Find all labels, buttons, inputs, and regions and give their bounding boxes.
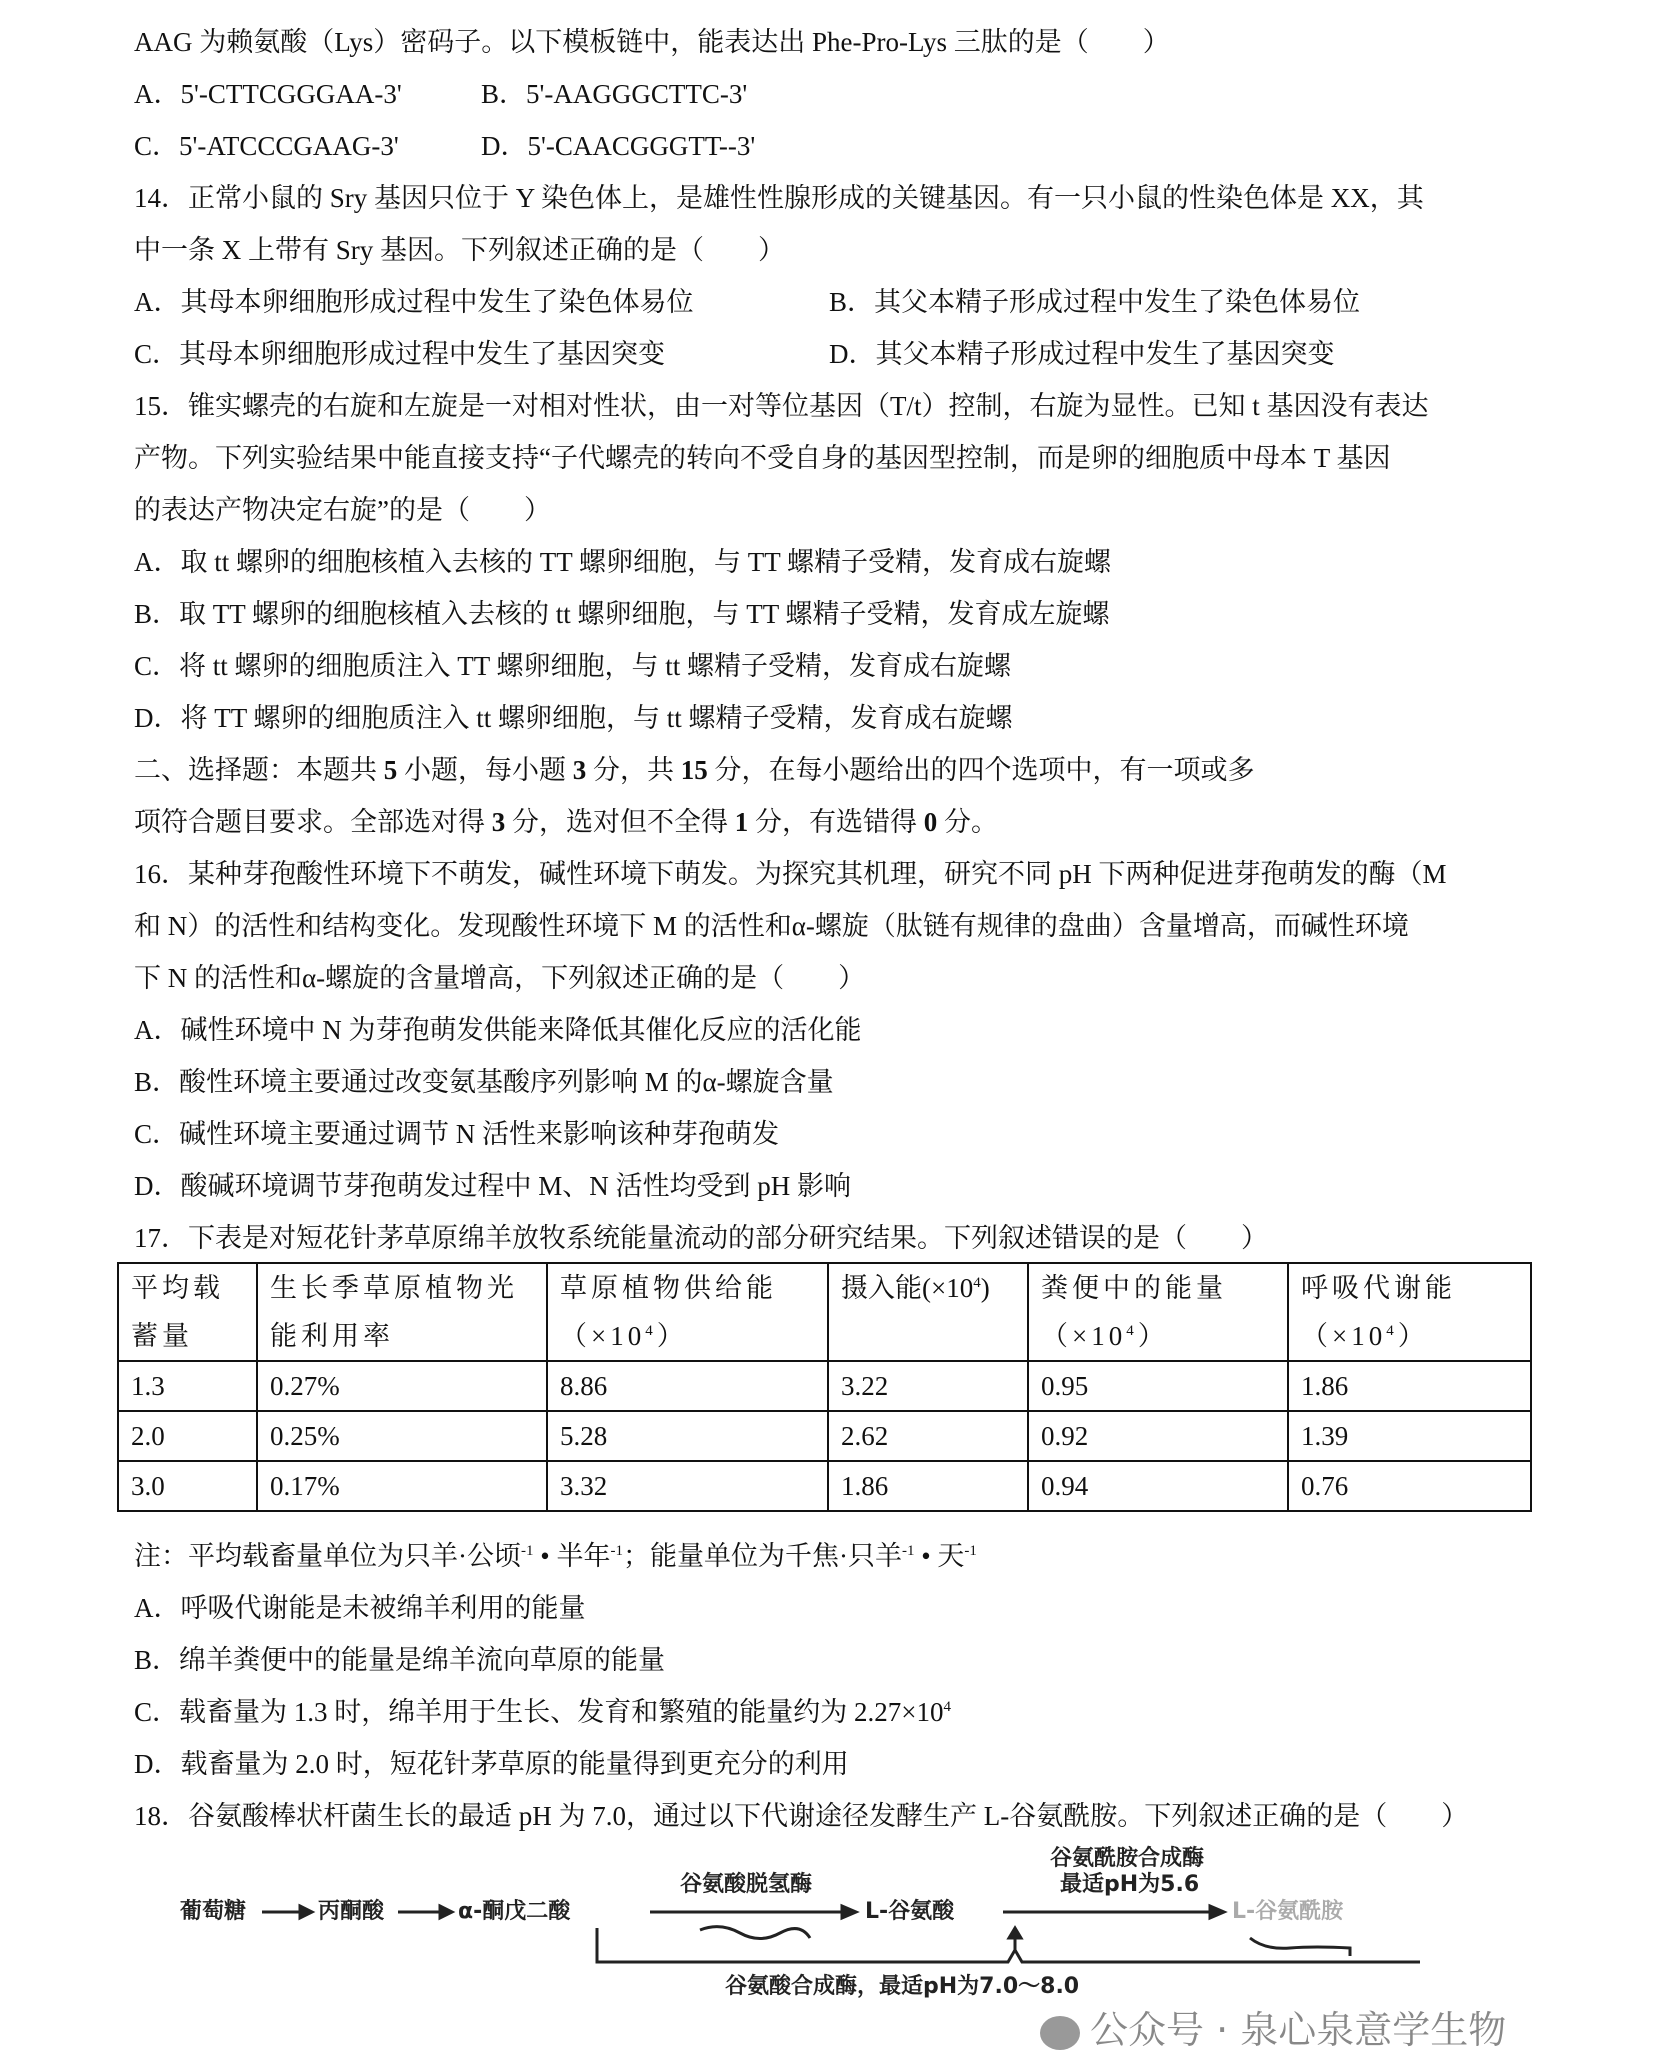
glutamine-synthetase-ph: 最适pH为5.6	[1060, 1872, 1200, 1897]
glutamate-dehydrogenase-label: 谷氨酸脱氢酶	[680, 1872, 813, 1897]
header-text: ）	[656, 1321, 688, 1351]
text-segment: 15．锥实螺壳的右旋和左旋是一对相对性状，由一对等位基因（T/t）控制，右旋为显性。已知 t 基因没有表达	[134, 391, 1429, 421]
superscript: -1	[964, 1543, 977, 1559]
text-segment: 14．正常小鼠的 Sry 基因只位于 Y 染色体上，是雄性性腺形成的关键基因。有一只小鼠的性染色体是 XX，其	[134, 183, 1424, 213]
akg-label: α-酮戊二酸	[458, 1899, 571, 1924]
header-text: 草原植物供给能	[560, 1273, 777, 1303]
glutamine-synthetase-label: 谷氨酰胺合成酶	[1050, 1846, 1205, 1871]
text-segment: AAG 为赖氨酸（Lys）密码子。以下模板链中，能表达出 Phe-Pro-Lys 三肽的是（ ）	[134, 27, 1170, 57]
table-cell: 2.0	[118, 1411, 257, 1461]
header-text: （×10	[560, 1321, 646, 1351]
text-segment: C．5'-ATCCCGAAG-3'	[134, 131, 399, 161]
text-segment: 二、选择题：本题共	[134, 755, 384, 785]
text-segment: A．碱性环境中 N 为芽孢萌发供能来降低其催化反应的活化能	[134, 1015, 862, 1045]
table-cell: 0.95	[1028, 1361, 1288, 1411]
text-segment: 中一条 X 上带有 Sry 基因。下列叙述正确的是（ ）	[134, 235, 786, 265]
text-segment: A．5'-CTTCGGGAA-3'	[134, 79, 402, 109]
table-cell: 3.32	[547, 1461, 828, 1511]
text-segment: 分，有选错得	[748, 807, 924, 837]
watermark-text: 公众号 · 泉心泉意学生物	[1090, 2008, 1507, 2052]
text-segment: 下 N 的活性和α-螺旋的含量增高，下列叙述正确的是（ ）	[134, 963, 866, 993]
superscript: 4	[1386, 1323, 1398, 1339]
option-a: A．呼吸代谢能是未被绵羊利用的能量	[134, 1593, 586, 1623]
text-segment: 1	[734, 807, 749, 837]
glutamate-label: L-谷氨酸	[865, 1899, 955, 1924]
text-segment: 项符合题目要求。全部选对得	[134, 807, 492, 837]
text-segment: A．其母本卵细胞形成过程中发生了染色体易位	[134, 287, 694, 317]
header-text: （×10	[1301, 1321, 1387, 1351]
table-cell: 1.39	[1288, 1411, 1531, 1461]
text-segment: 分。	[937, 807, 998, 837]
text-segment: D．将 TT 螺卵的细胞质注入 tt 螺卵细胞，与 tt 螺精子受精，发育成右旋螺	[134, 703, 1013, 733]
table-cell: 3.22	[828, 1361, 1028, 1411]
text-segment: 和 N）的活性和结构变化。发现酸性环境下 M 的活性和α-螺旋（肽链有规律的盘曲）含量增高，而碱性环境	[134, 911, 1409, 941]
text-segment: 3	[572, 755, 587, 785]
text-segment: D．5'-CAACGGGTT--3'	[481, 131, 756, 161]
superscript: 4	[943, 1699, 951, 1715]
text-segment: 17．下表是对短花针茅草原绵羊放牧系统能量流动的部分研究结果。下列叙述错误的是（ ）	[134, 1223, 1268, 1253]
table-cell: 8.86	[547, 1361, 828, 1411]
text-segment: B．其父本精子形成过程中发生了染色体易位	[829, 287, 1361, 317]
option-b: B．绵羊粪便中的能量是绵羊流向草原的能量	[134, 1645, 666, 1675]
text-segment: 小题，每小题	[397, 755, 573, 785]
table-cell: 0.76	[1288, 1461, 1531, 1511]
text-segment: 分，在每小题给出的四个选项中，有一项或多	[707, 755, 1255, 785]
text-segment: D．其父本精子形成过程中发生了基因突变	[829, 339, 1335, 369]
table-cell: 5.28	[547, 1411, 828, 1461]
watermark	[1040, 2008, 1506, 2052]
text-segment: A．取 tt 螺卵的细胞核植入去核的 TT 螺卵细胞，与 TT 螺精子受精，发育成右旋螺	[134, 547, 1111, 577]
note-text: 注：平均载畜量单位为只羊·公顷	[134, 1541, 521, 1571]
note-text: • 天	[914, 1541, 965, 1571]
text-segment: B．5'-AAGGGCTTC-3'	[481, 79, 748, 109]
header-text: （×10	[1041, 1321, 1127, 1351]
text-segment: B．酸性环境主要通过改变氨基酸序列影响 M 的α-螺旋含量	[134, 1067, 834, 1097]
option-text: C．载畜量为 1.3 时，绵羊用于生长、发育和繁殖的能量约为 2.27×10	[134, 1697, 944, 1727]
text-segment: C．其母本卵细胞形成过程中发生了基因突变	[134, 339, 666, 369]
text-segment: B．取 TT 螺卵的细胞核植入去核的 tt 螺卵细胞，与 TT 螺精子受精，发育成左旋螺	[134, 599, 1110, 629]
note-text: • 半年	[533, 1541, 611, 1571]
pyruvate-label: 丙酮酸	[318, 1899, 385, 1924]
table-cell: 1.86	[828, 1461, 1028, 1511]
question-18: 18．谷氨酸棒状杆菌生长的最适 pH 为 7.0，通过以下代谢途径发酵生产 L-谷氨酰胺。下列叙述正确的是（ ）	[134, 1801, 1469, 1831]
table-cell: 0.92	[1028, 1411, 1288, 1461]
header-text: 呼吸代谢能	[1301, 1273, 1456, 1303]
superscript: -1	[610, 1543, 623, 1559]
text-segment: 产物。下列实验结果中能直接支持“子代螺壳的转向不受自身的基因型控制，而是卵的细胞质中母本 T 基因	[134, 443, 1391, 473]
superscript: -1	[901, 1543, 915, 1559]
text-segment: 15	[680, 755, 708, 785]
text-segment: 16．某种芽孢酸性环境下不萌发，碱性环境下萌发。为探究其机理，研究不同 pH 下两种促进芽孢萌发的酶（M	[134, 859, 1447, 889]
table-cell: 0.17%	[257, 1461, 547, 1511]
glutamate-synthase-label: 谷氨酸合成酶，最适pH为7.0～8.0	[725, 1974, 1080, 1999]
table-cell: 0.27%	[257, 1361, 547, 1411]
header-text: 平均载	[131, 1273, 224, 1303]
text-segment: 分，选对但不全得	[505, 807, 735, 837]
text-segment: 的表达产物决定右旋”的是（ ）	[134, 495, 551, 525]
table-cell: 3.0	[118, 1461, 257, 1511]
option-d: D．载畜量为 2.0 时，短花针茅草原的能量得到更充分的利用	[134, 1749, 849, 1779]
glutamine-label: L-谷氨酰胺	[1232, 1899, 1344, 1924]
glucose-label: 葡萄糖	[180, 1899, 247, 1924]
wechat-icon	[1040, 2016, 1080, 2050]
table-cell: 1.3	[118, 1361, 257, 1411]
text-segment: 3	[491, 807, 506, 837]
table-cell: 0.94	[1028, 1461, 1288, 1511]
superscript: -1	[521, 1543, 534, 1559]
table-cell: 0.25%	[257, 1411, 547, 1461]
header-text: 摄入能(×10	[841, 1273, 974, 1303]
superscript: 4	[1126, 1323, 1138, 1339]
header-text: )	[980, 1273, 990, 1303]
note-text: ；能量单位为千焦·只羊	[622, 1541, 902, 1571]
superscript: 4	[973, 1275, 981, 1291]
header-text: 能利用率	[270, 1321, 394, 1351]
header-text: ）	[1137, 1321, 1169, 1351]
header-text: 蓄量	[131, 1321, 193, 1351]
header-text: 生长季草原植物光	[270, 1273, 518, 1303]
text-segment: C．碱性环境主要通过调节 N 活性来影响该种芽孢萌发	[134, 1119, 780, 1149]
text-segment: 5	[383, 755, 398, 785]
header-text: ）	[1397, 1321, 1429, 1351]
text-segment: D．酸碱环境调节芽孢萌发过程中 M、N 活性均受到 pH 影响	[134, 1171, 852, 1201]
superscript: 4	[645, 1323, 657, 1339]
text-segment: C．将 tt 螺卵的细胞质注入 TT 螺卵细胞，与 tt 螺精子受精，发育成右旋螺	[134, 651, 1012, 681]
table-cell: 2.62	[828, 1411, 1028, 1461]
table-cell: 1.86	[1288, 1361, 1531, 1411]
text-segment: 0	[923, 807, 938, 837]
text-segment: 分，共	[586, 755, 681, 785]
header-text: 粪便中的能量	[1041, 1273, 1227, 1303]
